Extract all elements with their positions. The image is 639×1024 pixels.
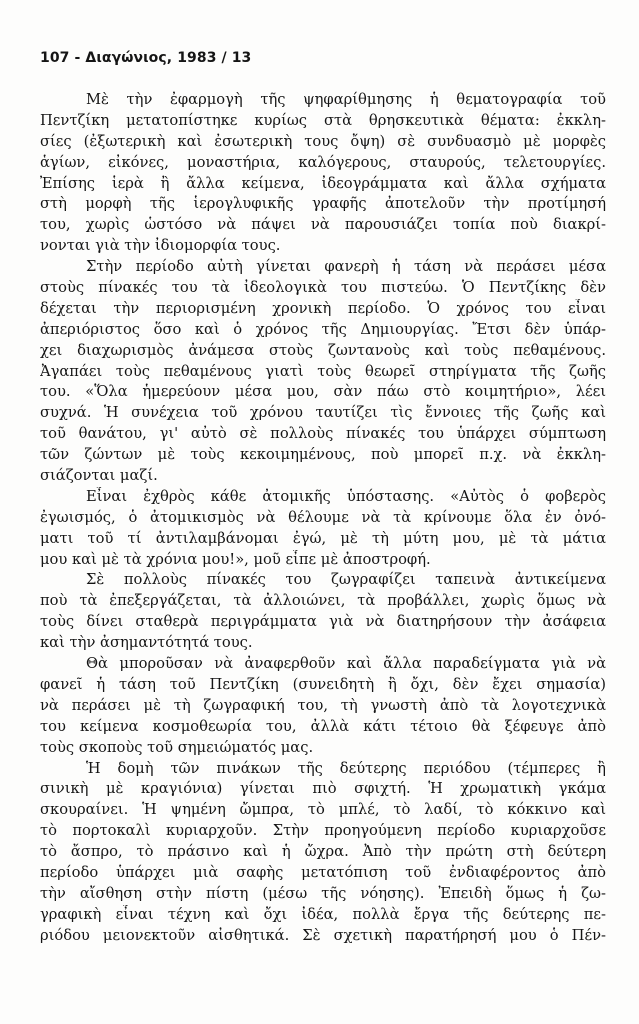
text-line: στὴ μορφὴ τῆς ἱερογλυφικῆς γραφῆς ἀποτελοῦν τὴν προτίμησή — [40, 195, 606, 213]
text-line: του κείμενα κοσμοθεωρία του, ἀλλὰ κάτι τέτοιο θὰ ξέφευγε ἀπὸ — [40, 717, 606, 735]
running-head: 107 - Διαγώνιος, 1983 / 13 — [40, 50, 252, 66]
text-line: Σὲ πολλοὺς πίνακές του ζωγραφίζει ταπεινὰ ἀντικείμενα — [86, 571, 606, 589]
text-line: του, χωρὶς ὡστόσο νὰ πάψει νὰ παρουσιάζει τοπία ποὺ διακρί- — [40, 216, 606, 234]
text-line: ἀπεριόριστος ὅσο καὶ ὁ χρόνος τῆς Δημιουργίας. Ἔτσι δὲν ὑπάρ- — [40, 320, 606, 338]
text-line: Ἐπίσης ἱερὰ ἢ ἄλλα κείμενα, ἰδεογράμματα καὶ ἄλλα σχήματα — [40, 174, 606, 192]
text-line: τὸ ἄσπρο, τὸ πράσινο καὶ ἡ ὤχρα. Ἀπὸ τὴν πρώτη στὴ δεύτερη — [40, 843, 606, 861]
text-line: Θὰ μποροῦσαν νὰ ἀναφερθοῦν καὶ ἄλλα παραδείγματα γιὰ νὰ — [86, 655, 606, 673]
text-line: τὴν αἴσθηση στὴν πίστη (μέσω τῆς νόησης). Ἐπειδὴ ὅμως ἡ ζω- — [40, 884, 606, 902]
text-line: στοὺς πίνακές του τὰ ἰδεολογικὰ του πιστεύω. Ὁ Πεντζίκης δὲν — [40, 279, 606, 297]
text-line: δέχεται τὴν περιορισμένη χρονικὴ περίοδο. Ὁ χρόνος του εἶναι — [40, 299, 606, 317]
text-line: γραφικὴ εἶναι τέχνη καὶ ὄχι ἰδέα, πολλὰ ἔργα τῆς δεύτερης πε- — [40, 905, 606, 923]
text-line: μου καὶ μὲ τὰ χρόνια μου!», μοῦ εἶπε μὲ ἀποστροφή. — [40, 550, 431, 568]
text-line: Μὲ τὴν ἐφαρμογὴ τῆς ψηφαρίθμησης ἡ θεματογραφία τοῦ — [86, 91, 606, 108]
text-line: Ἀγαπάει τοὺς πεθαμένους γιατὶ τοὺς θεωρεῖ στηρίγματα τῆς ζωῆς — [40, 362, 606, 380]
text-line: φανεῖ ἡ τάση τοῦ Πεντζίκη (συνειδητὴ ἢ ὄχι, δὲν ἔχει σημασία) — [40, 675, 606, 693]
text-line: τὸ πορτοκαλὶ κυριαρχοῦν. Στὴν προηγούμενη περίοδο κυριαρχοῦσε — [40, 822, 606, 840]
text-line: ἁγίων, εἰκόνες, μοναστήρια, καλόγερους, σταυρούς, τελετουργίες. — [40, 153, 606, 171]
text-line: συχνά. Ἡ συνέχεια τοῦ χρόνου ταυτίζει τὶς ἔννοιες τῆς ζωῆς καὶ — [40, 404, 606, 422]
text-line: χει διαχωρισμὸς ἀνάμεσα στοὺς ζωντανοὺς καὶ τοὺς πεθαμένους. — [40, 341, 606, 359]
text-line: ποὺ τὰ ἐπεξεργάζεται, τὰ ἀλλοιώνει, τὰ προβάλλει, χωρὶς ὅμως νὰ — [40, 592, 606, 610]
text-line: περίοδο ὑπάρχει μιὰ σαφὴς μετατόπιση τοῦ ἐνδιαφέροντος ἀπὸ — [40, 863, 606, 881]
text-line: σκουραίνει. Ἡ ψημένη ὤμπρα, τὸ μπλέ, τὸ λαδί, τὸ κόκκινο καὶ — [40, 801, 606, 819]
text-line: σιάζονται μαζί. — [40, 467, 158, 485]
text-line: ματι τοῦ τί ἀντιλαμβάνομαι ἐγώ, μὲ τὴ μύτη μου, μὲ τὰ μάτια — [40, 529, 606, 547]
text-line: Πεντζίκη μετατοπίστηκε κυρίως στὰ θρησκευτικὰ θέματα: ἐκκλη- — [40, 111, 606, 129]
text-line: Στὴν περίοδο αὐτὴ γίνεται φανερὴ ἡ τάση νὰ περάσει μέσα — [86, 258, 606, 276]
text-line: ριόδου μειονεκτοῦν αἰσθητικά. Σὲ σχετικὴ παρατήρησή μου ὁ Πέν- — [40, 926, 606, 944]
text-line: σίες (ἐξωτερικὴ καὶ ἐσωτερικὴ τους ὄψη) σὲ συνδυασμὸ μὲ μορφὲς — [40, 132, 606, 150]
text-line: του. «Ὅλα ἡμερεύουν μέσα μου, σὰν πάω στὸ κοιμητήριο», λέει — [40, 383, 606, 401]
text-line: Εἶναι ἐχθρὸς κάθε ἀτομικῆς ὑπόστασης. «Αὐτὸς ὁ φοβερὸς — [86, 487, 606, 505]
text-line: σινικὴ μὲ κραγιόνια) γίνεται πιὸ σφιχτή. Ἡ χρωματικὴ γκάμα — [40, 780, 606, 798]
body-text — [40, 90, 606, 947]
text-line: τοῦ θανάτου, γι' αὐτὸ σὲ πολλοὺς πίνακές του ὑπάρχει σύμπτωση — [40, 425, 606, 443]
text-line: νονται γιὰ τὴν ἰδιομορφία τους. — [40, 237, 281, 255]
text-line: τοὺς σκοποὺς τοῦ σημειώματός μας. — [40, 738, 314, 756]
text-line: νὰ περάσει μὲ τὴ ζωγραφική του, τὴ γνωστὴ ἀπὸ τὰ λογοτεχνικὰ — [40, 696, 606, 714]
text-line: ἐγωισμός, ὁ ἀτομικισμὸς νὰ θέλουμε νὰ τὰ κρίνουμε ὅλα ἐν ὀνό- — [40, 508, 606, 526]
text-line: καὶ τὴν ἀσημαντότητά τους. — [40, 634, 253, 652]
text-line: τῶν ζώντων μὲ τοὺς κεκοιμημένους, ποὺ μπορεῖ π.χ. νὰ ἐκκλη- — [40, 446, 606, 464]
text-line: Ἡ δομὴ τῶν πινάκων τῆς δεύτερης περιόδου (τέμπερες ἢ — [86, 759, 606, 777]
text-line: τοὺς δίνει σταθερὰ περιγράμματα γιὰ νὰ διατηρήσουν τὴν ἀσάφεια — [40, 613, 606, 631]
